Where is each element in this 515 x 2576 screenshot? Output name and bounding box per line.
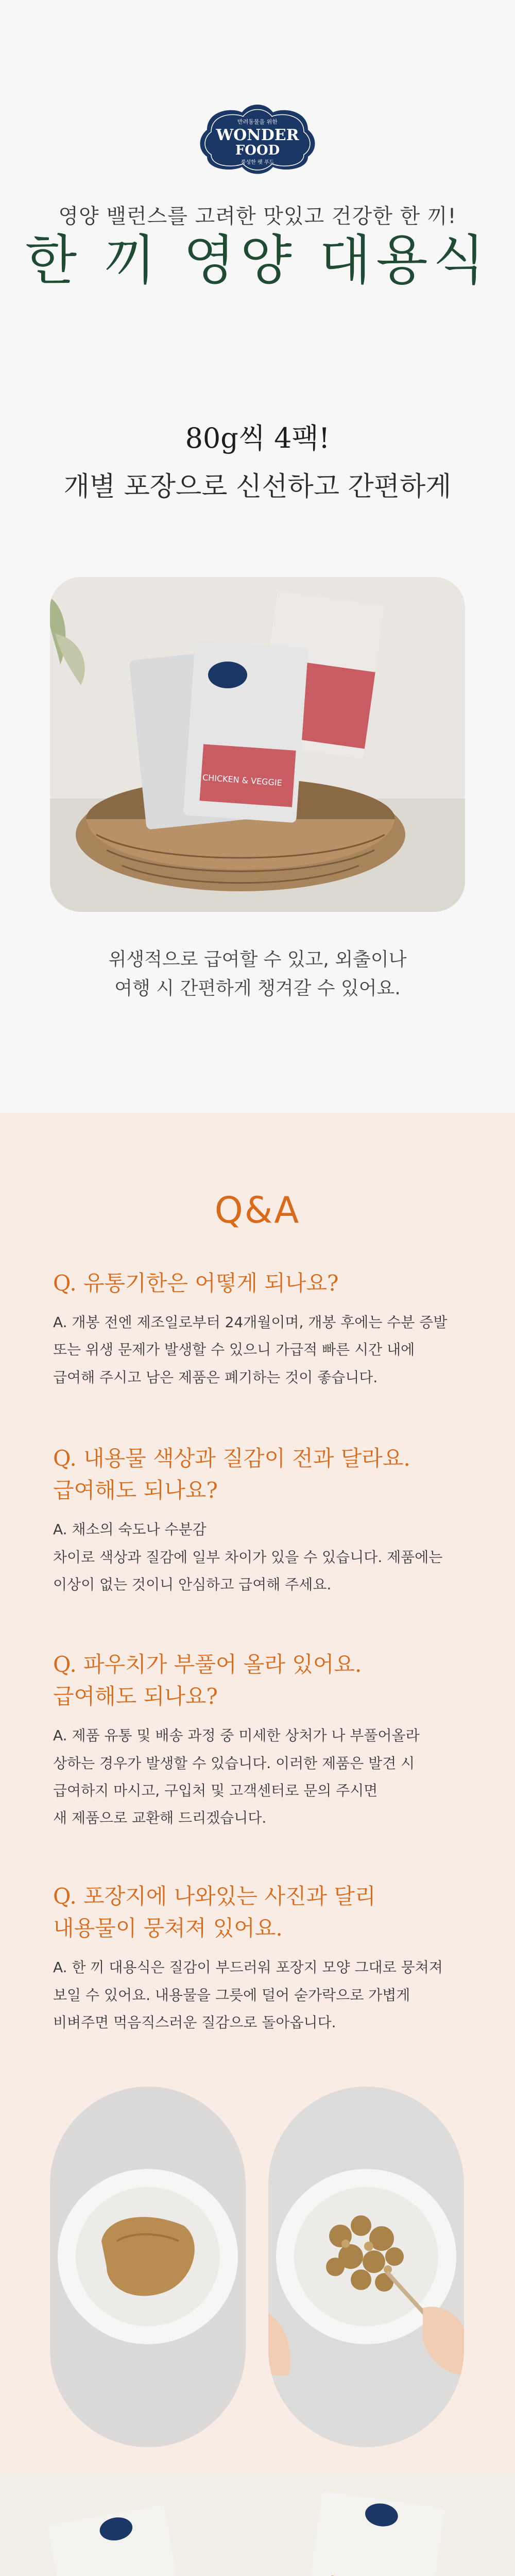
qa-answer-line: 이상이 없는 것이니 안심하고 급여해 주세요. bbox=[53, 1575, 332, 1593]
qa-item bbox=[53, 1267, 475, 1391]
qa-answer bbox=[53, 1309, 475, 1391]
hero-section bbox=[0, 0, 515, 350]
qa-answer bbox=[53, 1954, 475, 2036]
qa-question-line: Q. 유통기한은 어떻게 되나요? bbox=[53, 1270, 339, 1296]
qa-item bbox=[53, 1649, 475, 1832]
pack-desc-line: 위생적으로 급여할 수 있고, 외출이나 bbox=[108, 949, 407, 970]
pouch-label: CHICKEN & VEGGIE bbox=[202, 772, 283, 788]
logo-wonder-text: WONDER bbox=[216, 126, 299, 144]
pack-heading: 80g씩 4팩! bbox=[185, 422, 330, 454]
qa-question bbox=[53, 1267, 475, 1299]
qa-question bbox=[53, 1880, 475, 1944]
qa-answer-line: 급여하지 마시고, 구입처 및 고객센터로 문의 주시면 bbox=[53, 1782, 378, 1799]
qa-title: Q&A bbox=[214, 1189, 301, 1231]
qa-question bbox=[53, 1443, 475, 1506]
qa-question-line: Q. 내용물 색상과 질감이 전과 달라요. bbox=[53, 1446, 410, 1471]
qa-answer-line: 비벼주면 먹음직스러운 질감으로 돌아옵니다. bbox=[53, 2013, 336, 2031]
logo-arc-text: 반려동물을 위한 bbox=[237, 118, 278, 125]
qa-answer-line: A. 제품 유통 및 배송 과정 중 미세한 상처가 나 부풀어올라 bbox=[53, 1727, 420, 1744]
qa-item bbox=[53, 1880, 475, 2036]
qa-question-line: Q. 포장지에 나와있는 사진과 달리 bbox=[53, 1884, 376, 1909]
logo-food-text: FOOD bbox=[235, 143, 280, 158]
pack-description bbox=[0, 945, 515, 1003]
qa-answer bbox=[53, 1722, 475, 1832]
qa-answer-line: 차이로 색상과 질감에 일부 차이가 있을 수 있습니다. 제품에는 bbox=[53, 1548, 443, 1566]
qa-question-line: 급여해도 되나요? bbox=[53, 1478, 218, 1503]
qa-answer-line: 새 제품으로 교환해 드리겠습니다. bbox=[53, 1809, 267, 1826]
qa-section bbox=[0, 1113, 515, 2473]
product-lineup-photo bbox=[0, 2473, 515, 2576]
bowl-photo-packed bbox=[50, 2087, 246, 2447]
qa-answer-line: A. 한 끼 대용식은 질감이 부드러워 포장지 모양 그대로 뭉쳐져 bbox=[53, 1959, 443, 1976]
qa-item bbox=[53, 1443, 475, 1598]
pack-desc-line: 여행 시 간편하게 챙겨갈 수 있어요. bbox=[114, 977, 401, 999]
qa-answer-line: 또는 위생 문제가 발생할 수 있으니 가급적 빠른 시간 내에 bbox=[53, 1341, 415, 1359]
basket-photo bbox=[50, 577, 465, 912]
qa-question-line: Q. 파우치가 부풀어 올라 있어요. bbox=[53, 1652, 362, 1677]
qa-question-line: 급여해도 되나요? bbox=[53, 1684, 218, 1709]
hero-tagline: 영양 밸런스를 고려한 맛있고 건강한 한 끼! bbox=[58, 205, 457, 228]
pack-section bbox=[0, 350, 515, 1113]
hero-headline: 한 끼 영양 대용식 bbox=[25, 229, 490, 292]
qa-answer-line: 상하는 경우가 발생할 수 있습니다. 이러한 제품은 발견 시 bbox=[53, 1754, 415, 1772]
qa-answer-line: A. 개봉 전엔 제조일로부터 24개월이며, 개봉 후에는 수분 증발 bbox=[53, 1314, 448, 1331]
qa-question bbox=[53, 1649, 475, 1713]
qa-question-line: 내용물이 뭉쳐져 있어요. bbox=[53, 1916, 283, 1941]
pack-subheading: 개별 포장으로 신선하고 간편하게 bbox=[63, 471, 452, 502]
qa-answer-line: 보일 수 있어요. 내용물을 그릇에 덜어 숟가락으로 가볍게 bbox=[53, 1986, 410, 2004]
qa-answer bbox=[53, 1516, 475, 1598]
bowl-photo-mixed bbox=[268, 2087, 464, 2447]
qa-answer-line: 급여해 주시고 남은 제품은 폐기하는 것이 좋습니다. bbox=[53, 1368, 378, 1386]
brand-logo bbox=[196, 99, 319, 175]
qa-answer-line: A. 채소의 숙도나 수분감 bbox=[53, 1521, 207, 1538]
logo-sub-text: 풍성한 펫 푸드 bbox=[241, 160, 274, 165]
product-pouch bbox=[129, 640, 308, 830]
